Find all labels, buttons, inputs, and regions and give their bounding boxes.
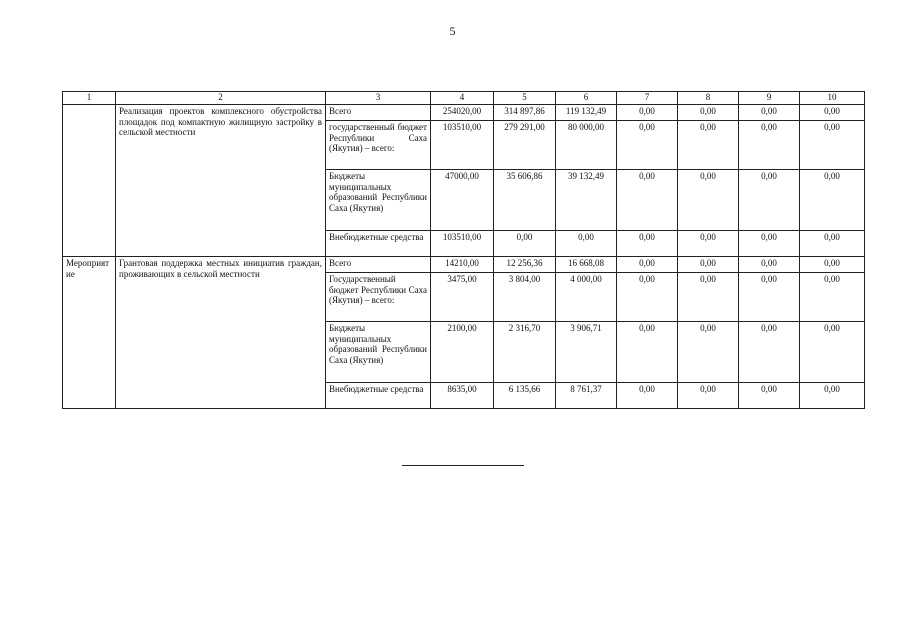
- value-cell: 103510,00: [431, 231, 494, 257]
- table-row: [63, 105, 865, 121]
- value-cell: 0,00: [800, 257, 865, 273]
- value-cell: 0,00: [678, 231, 739, 257]
- value-cell: 0,00: [739, 383, 800, 409]
- value-cell: 0,00: [800, 231, 865, 257]
- value-cell: 0,00: [617, 257, 678, 273]
- value-cell: 0,00: [739, 170, 800, 231]
- value-cell: 12 256,36: [494, 257, 556, 273]
- value-cell: 3 906,71: [556, 322, 617, 383]
- value-cell: 4 000,00: [556, 273, 617, 322]
- event-type-cell: Мероприятие: [63, 257, 116, 409]
- event-name-cell: Реализация проектов комплексного обустройства площадок под компактную жилищную застройку в сельской местности: [116, 105, 326, 257]
- value-cell: 16 668,08: [556, 257, 617, 273]
- value-cell: 2 316,70: [494, 322, 556, 383]
- funding-source-cell: Внебюджетные средства: [326, 383, 431, 409]
- value-cell: 8 761,37: [556, 383, 617, 409]
- value-cell: 0,00: [678, 257, 739, 273]
- value-cell: 0,00: [556, 231, 617, 257]
- header-cell: 4: [431, 92, 494, 105]
- value-cell: 0,00: [800, 170, 865, 231]
- value-cell: 0,00: [617, 273, 678, 322]
- value-cell: 0,00: [800, 105, 865, 121]
- page-number: 5: [449, 24, 456, 38]
- value-cell: 2100,00: [431, 322, 494, 383]
- funding-source-cell: Внебюджетные средства: [326, 231, 431, 257]
- value-cell: 0,00: [739, 105, 800, 121]
- header-cell: 1: [63, 92, 116, 105]
- funding-source-cell: Государственный бюджет Республики Саха (Якутия) – всего:: [326, 273, 431, 322]
- value-cell: 103510,00: [431, 121, 494, 170]
- value-cell: 0,00: [739, 273, 800, 322]
- event-name-cell: Грантовая поддержка местных инициатив граждан, проживающих в сельской местности: [116, 257, 326, 409]
- value-cell: 254020,00: [431, 105, 494, 121]
- value-cell: 0,00: [678, 121, 739, 170]
- value-cell: 6 135,66: [494, 383, 556, 409]
- funding-source-cell: Бюджеты муниципальных образований Республики Саха (Якутия): [326, 170, 431, 231]
- value-cell: 0,00: [800, 322, 865, 383]
- funding-source-cell: Бюджеты муниципальных образований Республики Саха (Якутия): [326, 322, 431, 383]
- header-cell: 5: [494, 92, 556, 105]
- value-cell: 0,00: [739, 231, 800, 257]
- value-cell: 0,00: [800, 121, 865, 170]
- footnote-separator: [402, 465, 524, 466]
- value-cell: 119 132,49: [556, 105, 617, 121]
- value-cell: 80 000,00: [556, 121, 617, 170]
- funding-source-cell: государственный бюджет Республики Саха (Якутия) – всего:: [326, 121, 431, 170]
- value-cell: 3475,00: [431, 273, 494, 322]
- table-row: [63, 257, 865, 273]
- value-cell: 8635,00: [431, 383, 494, 409]
- value-cell: 35 606,86: [494, 170, 556, 231]
- header-cell: 2: [116, 92, 326, 105]
- header-cell: 3: [326, 92, 431, 105]
- value-cell: 47000,00: [431, 170, 494, 231]
- value-cell: 0,00: [494, 231, 556, 257]
- value-cell: 0,00: [739, 322, 800, 383]
- budget-table: [62, 91, 865, 409]
- value-cell: 0,00: [800, 273, 865, 322]
- value-cell: 39 132,49: [556, 170, 617, 231]
- funding-source-cell: Всего: [326, 105, 431, 121]
- value-cell: 0,00: [739, 121, 800, 170]
- value-cell: 0,00: [800, 383, 865, 409]
- event-type-cell: [63, 105, 116, 257]
- value-cell: 0,00: [739, 257, 800, 273]
- header-cell: 10: [800, 92, 865, 105]
- value-cell: 0,00: [617, 231, 678, 257]
- value-cell: 0,00: [617, 322, 678, 383]
- value-cell: 0,00: [617, 383, 678, 409]
- value-cell: 314 897,86: [494, 105, 556, 121]
- header-cell: 6: [556, 92, 617, 105]
- value-cell: 279 291,00: [494, 121, 556, 170]
- value-cell: 0,00: [617, 121, 678, 170]
- header-cell: 8: [678, 92, 739, 105]
- value-cell: 0,00: [678, 105, 739, 121]
- header-row: [63, 92, 865, 105]
- value-cell: 0,00: [678, 322, 739, 383]
- value-cell: 0,00: [617, 170, 678, 231]
- header-cell: 9: [739, 92, 800, 105]
- value-cell: 3 804,00: [494, 273, 556, 322]
- value-cell: 0,00: [678, 170, 739, 231]
- value-cell: 14210,00: [431, 257, 494, 273]
- value-cell: 0,00: [678, 383, 739, 409]
- value-cell: 0,00: [617, 105, 678, 121]
- value-cell: 0,00: [678, 273, 739, 322]
- header-cell: 7: [617, 92, 678, 105]
- funding-source-cell: Всего: [326, 257, 431, 273]
